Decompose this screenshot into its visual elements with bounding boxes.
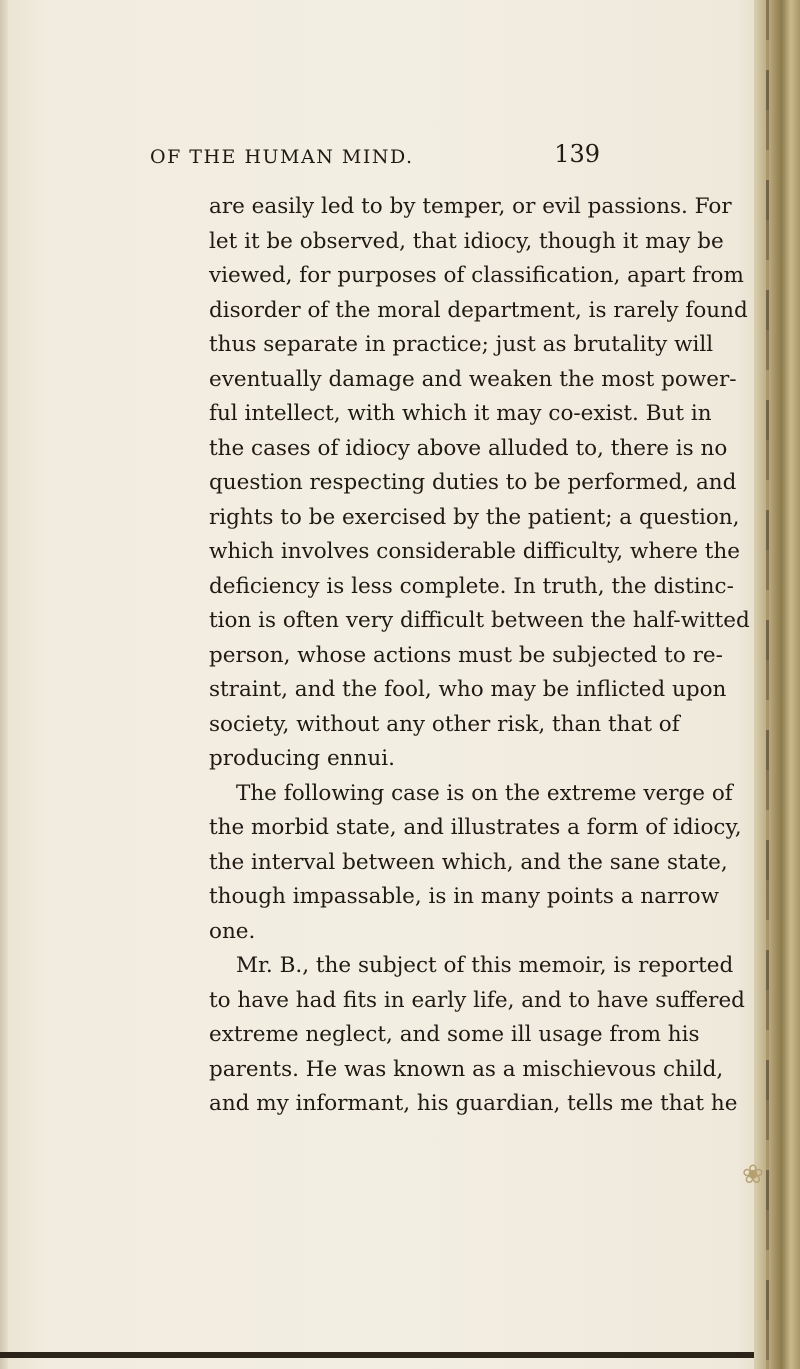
text-line: producing ennui. [209, 746, 395, 771]
text-line: Mr. B., the subject of this memoir, is reported [236, 953, 734, 978]
text-line: and my informant, his guardian, tells me that he [209, 1091, 738, 1116]
text-line: are easily led to by temper, or evil passions. For [209, 194, 732, 219]
page-number: 139 [554, 140, 600, 168]
page-left-edge [0, 0, 8, 1369]
text-line: society, without any other risk, than that of [209, 711, 680, 737]
text-line: rights to be exercised by the patient; a question, [209, 504, 740, 530]
text-line: deficiency is less complete. In truth, the distinc- [209, 573, 734, 599]
text-line: to have had fits in early life, and to have suffered [209, 987, 745, 1013]
text-line: one. [209, 918, 256, 944]
text-line: viewed, for purposes of classification, apart from [209, 263, 744, 288]
text-line: though impassable, is in many points a narrow [209, 884, 719, 909]
flower-ornament-icon: ❀ [742, 1160, 764, 1190]
text-line: disorder of the moral department, is rarely found [209, 297, 748, 323]
text-line: person, whose actions must be subjected to re- [209, 642, 723, 668]
body-text [209, 190, 750, 1122]
text-line: straint, and the fool, who may be inflicted upon [209, 677, 727, 702]
text-line: which involves considerable difficulty, where the [209, 539, 740, 564]
text-line: thus separate in practice; just as brutality will [209, 332, 714, 357]
text-line: let it be observed, that idiocy, though it may be [209, 228, 724, 254]
text-line: question respecting duties to be performed, and [209, 470, 737, 495]
page-bottom-edge [0, 1352, 754, 1358]
text-line: extreme neglect, and some ill usage from his [209, 1022, 700, 1047]
text-line: the morbid state, and illustrates a form of idiocy, [209, 815, 742, 840]
text-line: parents. He was known as a mischievous child, [209, 1056, 724, 1082]
text-line: the cases of idiocy above alluded to, there is no [209, 435, 728, 461]
text-line: the interval between which, and the sane state, [209, 849, 728, 875]
text-line: eventually damage and weaken the most power- [209, 366, 737, 392]
text-line: The following case is on the extreme verge of [236, 780, 733, 806]
page-header [150, 140, 600, 174]
text-line: tion is often very difficult between the half-witted [209, 608, 750, 633]
text-line: ful intellect, with which it may co-exist. But in [209, 401, 712, 426]
running-head: OF THE HUMAN MIND. [150, 146, 414, 168]
